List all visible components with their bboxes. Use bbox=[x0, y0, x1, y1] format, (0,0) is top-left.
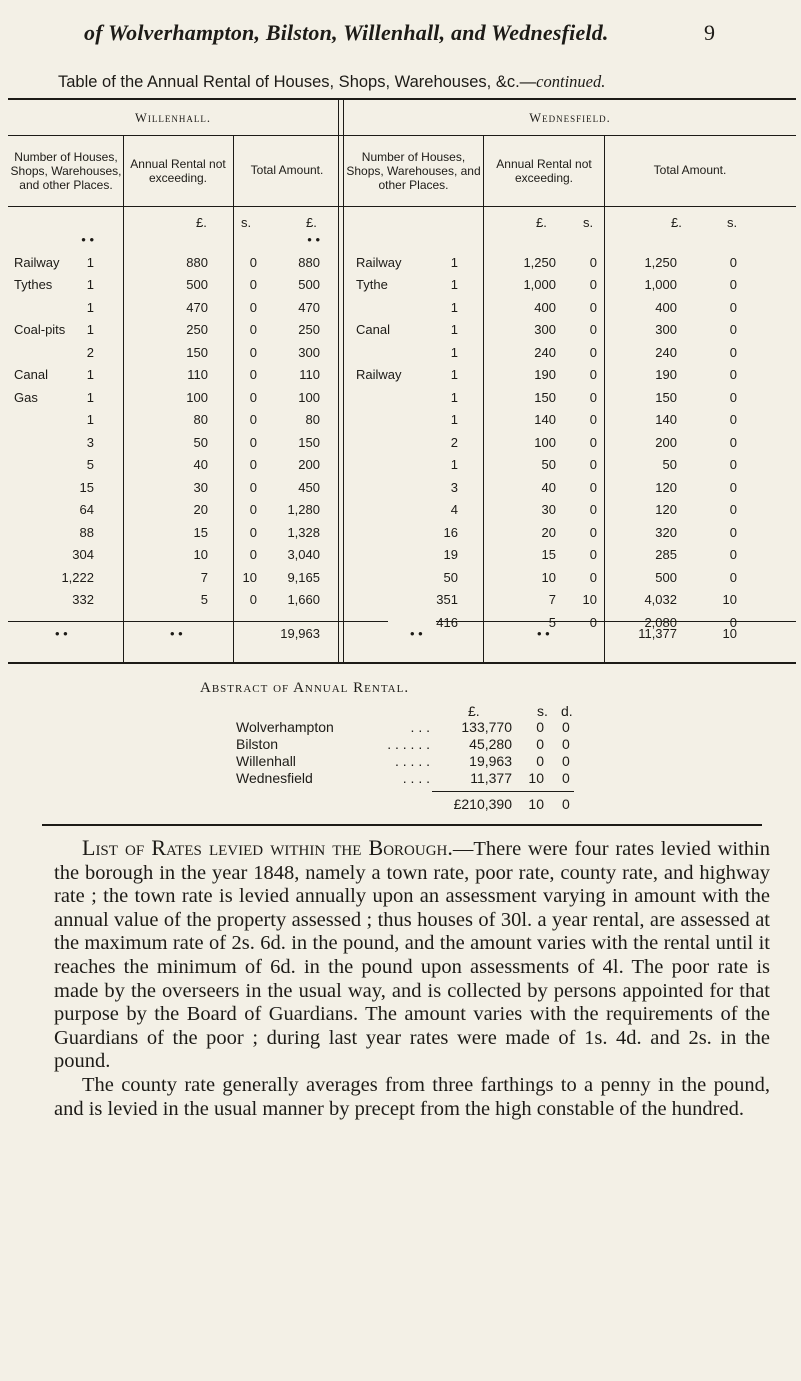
row-rent-shillings: 0 bbox=[249, 277, 257, 292]
row-total-pounds: 4,032 bbox=[644, 592, 677, 607]
row-rent-pounds: 500 bbox=[186, 277, 208, 292]
abstract-pence: 0 bbox=[562, 736, 570, 752]
row-total-shillings: 0 bbox=[729, 525, 737, 540]
row-rent-pounds: 20 bbox=[541, 525, 556, 540]
table-title-continued: continued. bbox=[536, 72, 606, 91]
row-rent-pounds: 100 bbox=[534, 435, 556, 450]
row-rent-pounds: 1,250 bbox=[523, 255, 556, 270]
totals-dots: • • bbox=[55, 626, 68, 641]
page-number: 9 bbox=[704, 20, 716, 45]
row-number: 88 bbox=[79, 525, 94, 540]
abstract-place: Wednesfield bbox=[236, 770, 313, 786]
row-number: 50 bbox=[443, 570, 458, 585]
row-rent-shillings: 0 bbox=[249, 457, 257, 472]
row-total: 110 bbox=[299, 367, 320, 382]
row-total-shillings: 0 bbox=[729, 615, 737, 630]
row-number: 1 bbox=[86, 277, 94, 292]
row-number: 19 bbox=[443, 547, 458, 562]
abstract-bottom-rule bbox=[42, 824, 762, 826]
unit-pound: £. bbox=[196, 215, 207, 230]
row-total-shillings: 0 bbox=[729, 502, 737, 517]
row-rent-pounds: 30 bbox=[541, 502, 556, 517]
row-total-pounds: 120 bbox=[655, 502, 677, 517]
abstract-leaders: . . . . . . bbox=[387, 736, 430, 752]
row-rent-shillings: 10 bbox=[582, 592, 597, 607]
abstract-shillings: 0 bbox=[536, 753, 544, 769]
abstract-shillings: 10 bbox=[528, 770, 544, 786]
row-total: • • bbox=[307, 232, 320, 247]
row-label: Coal-pits bbox=[14, 322, 66, 337]
col-header-number: Number of Houses, Shops, Warehouses, and other Places. bbox=[346, 150, 481, 192]
row-number: 1 bbox=[86, 412, 94, 427]
row-rent-pounds: 100 bbox=[186, 390, 208, 405]
row-rent-shillings: 0 bbox=[589, 480, 597, 495]
row-rent-pounds: 50 bbox=[541, 457, 556, 472]
row-rent-pounds: 470 bbox=[186, 300, 208, 315]
row-rent-shillings: 0 bbox=[589, 615, 597, 630]
row-total: 200 bbox=[298, 457, 320, 472]
row-number: 304 bbox=[72, 547, 94, 562]
row-number: 1 bbox=[450, 412, 458, 427]
row-total-pounds: 320 bbox=[655, 525, 677, 540]
row-rent-pounds: 250 bbox=[186, 322, 208, 337]
abstract-title: Abstract of Annual Rental. bbox=[200, 680, 410, 696]
row-rent-shillings: 0 bbox=[249, 300, 257, 315]
section-divider bbox=[338, 100, 339, 663]
row-rent-shillings: 0 bbox=[589, 435, 597, 450]
row-rent-pounds: 80 bbox=[193, 412, 208, 427]
row-rent-shillings: 0 bbox=[249, 345, 257, 360]
row-rent-pounds: 15 bbox=[541, 547, 556, 562]
abstract-pence: 0 bbox=[562, 753, 570, 769]
row-total: 9,165 bbox=[287, 570, 320, 585]
row-total-shillings: 0 bbox=[729, 480, 737, 495]
row-rent-pounds: 20 bbox=[193, 502, 208, 517]
row-rent-shillings: 0 bbox=[249, 547, 257, 562]
row-total-shillings: 0 bbox=[729, 570, 737, 585]
row-total-pounds: 400 bbox=[655, 300, 677, 315]
row-number: 1 bbox=[450, 367, 458, 382]
col-header-rental: Annual Rental not exceeding. bbox=[496, 157, 592, 185]
row-total: 3,040 bbox=[287, 547, 320, 562]
row-rent-shillings: 0 bbox=[249, 480, 257, 495]
running-head-title: of Wolverhampton, Bilston, Willenhall, and Wednesfield. bbox=[84, 20, 609, 45]
row-rent-shillings: 0 bbox=[249, 322, 257, 337]
row-total-pounds: 2,080 bbox=[644, 615, 677, 630]
row-label: Tythes bbox=[14, 277, 53, 292]
row-number: 15 bbox=[79, 480, 94, 495]
row-rent-pounds: 880 bbox=[186, 255, 208, 270]
row-total-pounds: 285 bbox=[655, 547, 677, 562]
row-rent-shillings: 0 bbox=[249, 412, 257, 427]
row-number: 2 bbox=[450, 435, 458, 450]
row-total-pounds: 190 bbox=[655, 367, 677, 382]
running-head bbox=[84, 20, 784, 46]
row-number: 3 bbox=[86, 435, 94, 450]
row-total: 1,280 bbox=[287, 502, 320, 517]
row-total-shillings: 0 bbox=[729, 255, 737, 270]
row-number: • • bbox=[81, 232, 94, 247]
row-rent-shillings: 0 bbox=[589, 525, 597, 540]
row-rent-shillings: 0 bbox=[249, 525, 257, 540]
rates-paragraph-2: The county rate generally averages from three farthings to a penny in the pound, and is levied in the usual manner by precept from the high constable of the hundred. bbox=[54, 1073, 770, 1120]
col-header-total: Total Amount. bbox=[653, 163, 727, 177]
row-rent-pounds: 150 bbox=[534, 390, 556, 405]
row-rent-pounds: 110 bbox=[187, 367, 208, 382]
totals-dots: • • bbox=[410, 626, 423, 641]
row-number: 2 bbox=[86, 345, 94, 360]
row-number: 1 bbox=[450, 300, 458, 315]
row-number: 1 bbox=[450, 322, 458, 337]
unit-shilling: s. bbox=[727, 215, 738, 230]
row-total-shillings: 0 bbox=[729, 367, 737, 382]
row-total-shillings: 0 bbox=[729, 277, 737, 292]
row-total-pounds: 1,250 bbox=[644, 255, 677, 270]
row-rent-pounds: 40 bbox=[541, 480, 556, 495]
row-total: 1,328 bbox=[287, 525, 320, 540]
row-total-shillings: 10 bbox=[722, 592, 737, 607]
row-number: 1 bbox=[86, 300, 94, 315]
abstract-unit-shilling: s. bbox=[537, 703, 548, 719]
abstract-pounds: 19,963 bbox=[469, 753, 512, 769]
header-rule bbox=[8, 206, 796, 207]
table-title-main: Table of the Annual Rental of Houses, Shops, Warehouses, &c.— bbox=[58, 73, 537, 91]
unit-shilling: s. bbox=[583, 215, 594, 230]
abstract-pounds: 45,280 bbox=[469, 736, 512, 752]
abstract-sum-rule bbox=[432, 791, 574, 792]
row-label: Gas bbox=[14, 390, 38, 405]
row-total-pounds: 200 bbox=[655, 435, 677, 450]
unit-shilling: s. bbox=[241, 215, 252, 230]
row-number: 4 bbox=[450, 502, 458, 517]
abstract-pounds: 133,770 bbox=[461, 719, 512, 735]
row-number: 1 bbox=[86, 255, 94, 270]
row-rent-pounds: 7 bbox=[200, 570, 208, 585]
col-header-number: Number of Houses, Shops, Warehouses, and other Places. bbox=[10, 150, 122, 192]
row-total-shillings: 0 bbox=[729, 412, 737, 427]
row-number: 5 bbox=[86, 457, 94, 472]
row-rent-pounds: 5 bbox=[548, 615, 556, 630]
row-rent-shillings: 0 bbox=[589, 322, 597, 337]
abstract-pence: 0 bbox=[562, 719, 570, 735]
row-number: 64 bbox=[79, 502, 94, 517]
row-label: Railway bbox=[14, 255, 60, 270]
row-rent-pounds: 30 bbox=[193, 480, 208, 495]
row-number: 1 bbox=[450, 390, 458, 405]
row-rent-pounds: 10 bbox=[193, 547, 208, 562]
row-total-pounds: 500 bbox=[655, 570, 677, 585]
unit-pound: £. bbox=[536, 215, 547, 230]
row-rent-pounds: 7 bbox=[548, 592, 556, 607]
row-rent-pounds: 150 bbox=[186, 345, 208, 360]
unit-pound: £. bbox=[306, 215, 317, 230]
row-label: Canal bbox=[356, 322, 390, 337]
row-total-shillings: 0 bbox=[729, 322, 737, 337]
row-rent-shillings: 0 bbox=[589, 547, 597, 562]
rates-paragraph-1-text: —There were four rates levied within the borough in the year 1848, namely a town rate, poor rate, county rate, and highway rate ; the town rate is levied annually upon an assessment varying in amount with the annual value of the property assessed ; thus houses of 30l. a year rental, are assessed at the maximum rate of 2s. 6d. in the pound, and the amount varies with the rental until it reaches the minimum of 6d. in the pound upon assessments of 4l. The poor rate is made by the overseers in the usual way, and is collected by persons appointed for that purpose by the Board of Guardians. The amount varies with the requirements of the Guardians of the poor ; during last year rates were made of 1s. 4d. and 2s. in the pound. bbox=[54, 838, 770, 1073]
row-total: 880 bbox=[298, 255, 320, 270]
abstract-leaders: . . . bbox=[410, 719, 430, 735]
row-rent-pounds: 40 bbox=[193, 457, 208, 472]
table-title bbox=[58, 72, 758, 92]
row-number: 1 bbox=[86, 390, 94, 405]
rates-heading: List of Rates levied within the Borough. bbox=[82, 835, 453, 860]
willenhall-total-rule bbox=[8, 621, 388, 622]
row-rent-pounds: 240 bbox=[534, 345, 556, 360]
row-number: 1,222 bbox=[61, 570, 94, 585]
row-number: 3 bbox=[450, 480, 458, 495]
abstract-grand-total-shillings: 10 bbox=[528, 796, 544, 812]
row-label: Canal bbox=[14, 367, 48, 382]
abstract-place: Bilston bbox=[236, 736, 279, 752]
row-label: Railway bbox=[356, 255, 402, 270]
wednesfield-grand-total-shillings: 10 bbox=[722, 626, 737, 641]
abstract-shillings: 0 bbox=[536, 736, 544, 752]
row-number: 1 bbox=[86, 367, 94, 382]
row-total-pounds: 50 bbox=[662, 457, 677, 472]
section-rule bbox=[8, 135, 796, 136]
row-label: Railway bbox=[356, 367, 402, 382]
row-rent-shillings: 0 bbox=[589, 300, 597, 315]
abstract-pounds: 11,377 bbox=[470, 770, 512, 786]
row-total-pounds: 1,000 bbox=[644, 277, 677, 292]
row-total-pounds: 150 bbox=[655, 390, 677, 405]
abstract-place: Willenhall bbox=[236, 753, 296, 769]
row-rent-shillings: 0 bbox=[589, 570, 597, 585]
row-total-pounds: 120 bbox=[655, 480, 677, 495]
row-total-shillings: 0 bbox=[729, 457, 737, 472]
row-total-shillings: 0 bbox=[729, 435, 737, 450]
row-number: 332 bbox=[72, 592, 94, 607]
row-total: 450 bbox=[298, 480, 320, 495]
row-total-shillings: 0 bbox=[729, 345, 737, 360]
abstract-grand-total-pence: 0 bbox=[562, 796, 570, 812]
col-header-rental: Annual Rental not exceeding. bbox=[130, 157, 226, 185]
row-rent-shillings: 0 bbox=[589, 502, 597, 517]
row-rent-shillings: 0 bbox=[589, 457, 597, 472]
row-rent-shillings: 0 bbox=[589, 390, 597, 405]
unit-pound: £. bbox=[671, 215, 682, 230]
row-number: 1 bbox=[450, 255, 458, 270]
row-rent-pounds: 400 bbox=[534, 300, 556, 315]
rates-section bbox=[54, 836, 770, 1121]
totals-dots: • • bbox=[170, 626, 183, 641]
row-rent-shillings: 0 bbox=[249, 592, 257, 607]
row-total-shillings: 0 bbox=[729, 300, 737, 315]
row-rent-shillings: 0 bbox=[589, 345, 597, 360]
col-divider bbox=[604, 136, 605, 663]
row-total: 100 bbox=[298, 390, 320, 405]
row-number: 1 bbox=[450, 277, 458, 292]
row-rent-shillings: 0 bbox=[589, 255, 597, 270]
willenhall-grand-total: 19,963 bbox=[280, 626, 320, 641]
section-willenhall: Willenhall. bbox=[135, 111, 211, 125]
abstract-place: Wolverhampton bbox=[236, 719, 334, 735]
abstract-unit-pound: £. bbox=[468, 703, 480, 719]
row-number: 1 bbox=[86, 322, 94, 337]
row-total-pounds: 300 bbox=[655, 322, 677, 337]
row-rent-pounds: 140 bbox=[534, 412, 556, 427]
row-rent-shillings: 0 bbox=[249, 390, 257, 405]
row-rent-pounds: 10 bbox=[541, 570, 556, 585]
row-rent-pounds: 15 bbox=[193, 525, 208, 540]
abstract-leaders: . . . . bbox=[402, 770, 430, 786]
totals-dots: • • bbox=[537, 626, 550, 641]
table-bottom-rule bbox=[8, 662, 796, 664]
row-rent-shillings: 0 bbox=[249, 367, 257, 382]
row-rent-shillings: 10 bbox=[242, 570, 257, 585]
row-total: 150 bbox=[298, 435, 320, 450]
row-rent-shillings: 0 bbox=[589, 367, 597, 382]
row-total-pounds: 240 bbox=[655, 345, 677, 360]
row-number: 1 bbox=[450, 345, 458, 360]
abstract-unit-pence: d. bbox=[561, 703, 573, 719]
row-number: 416 bbox=[436, 615, 458, 630]
rates-paragraph-1 bbox=[54, 836, 770, 1074]
section-wednesfield: Wednesfield. bbox=[529, 111, 611, 125]
row-total-shillings: 0 bbox=[729, 390, 737, 405]
row-total: 300 bbox=[298, 345, 320, 360]
row-total-shillings: 0 bbox=[729, 547, 737, 562]
abstract-grand-total-pounds: £210,390 bbox=[453, 796, 512, 812]
row-rent-shillings: 0 bbox=[589, 412, 597, 427]
row-rent-shillings: 0 bbox=[249, 435, 257, 450]
row-number: 16 bbox=[443, 525, 458, 540]
row-rent-pounds: 1,000 bbox=[523, 277, 556, 292]
abstract-pence: 0 bbox=[562, 770, 570, 786]
row-total-pounds: 140 bbox=[655, 412, 677, 427]
row-number: 1 bbox=[450, 457, 458, 472]
row-rent-pounds: 190 bbox=[534, 367, 556, 382]
row-total: 80 bbox=[305, 412, 320, 427]
abstract-shillings: 0 bbox=[536, 719, 544, 735]
row-rent-shillings: 0 bbox=[249, 255, 257, 270]
row-total: 500 bbox=[298, 277, 320, 292]
col-divider bbox=[123, 136, 124, 663]
row-rent-pounds: 50 bbox=[193, 435, 208, 450]
wednesfield-grand-total-pounds: 11,377 bbox=[638, 626, 677, 641]
row-label: Tythe bbox=[356, 277, 388, 292]
abstract-leaders: . . . . . bbox=[394, 753, 430, 769]
col-header-total: Total Amount. bbox=[250, 163, 324, 177]
table-top-rule bbox=[8, 98, 796, 100]
row-rent-shillings: 0 bbox=[589, 277, 597, 292]
row-rent-pounds: 300 bbox=[534, 322, 556, 337]
row-number: 351 bbox=[436, 592, 458, 607]
row-rent-shillings: 0 bbox=[249, 502, 257, 517]
row-total: 250 bbox=[298, 322, 320, 337]
row-rent-pounds: 5 bbox=[200, 592, 208, 607]
row-total: 470 bbox=[298, 300, 320, 315]
col-divider bbox=[483, 136, 484, 663]
row-total: 1,660 bbox=[287, 592, 320, 607]
section-divider bbox=[343, 100, 344, 663]
